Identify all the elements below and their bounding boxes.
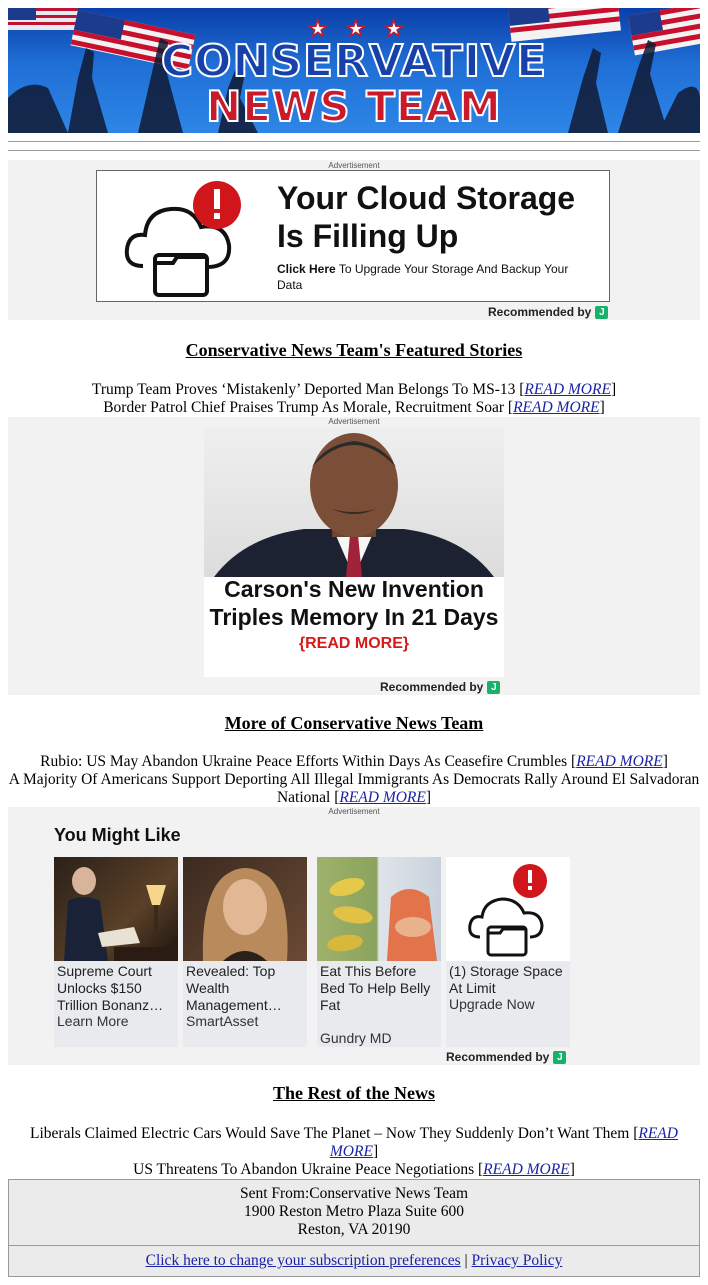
- footer-links: [8, 1246, 700, 1277]
- recommendation-card[interactable]: [183, 857, 307, 1047]
- read-more-link[interactable]: READ MORE: [339, 789, 426, 806]
- svg-text:★: ★: [384, 16, 404, 41]
- ad-label: Advertisement: [328, 417, 380, 426]
- card-title: Supreme Court Unlocks $150 Trillion Bonanz…: [57, 963, 164, 1013]
- ad-cloud-storage: [8, 160, 700, 320]
- footer-separator: |: [464, 1252, 468, 1269]
- ad-label: Advertisement: [328, 161, 380, 170]
- ad-carson: [8, 417, 700, 695]
- address-line-1: 1900 Reston Metro Plaza Suite 600: [244, 1203, 464, 1220]
- section-title-rest: The Rest of the News: [273, 1083, 435, 1103]
- cloud-storage-headline: Your Cloud Storage Is Filling Up: [277, 180, 576, 254]
- sent-from-text: Sent From:Conservative News Team: [239, 1185, 469, 1202]
- recommendation-card[interactable]: [54, 857, 178, 1047]
- you-might-like-title: You Might Like: [54, 825, 181, 845]
- story-headline: Border Patrol Chief Praises Trump As Morale, Recruitment Soar: [103, 399, 505, 416]
- story-item: Rubio: US May Abandon Ukraine Peace Efforts Within Days As Ceasefire Crumbles [READ MORE]: [40, 753, 668, 770]
- read-more-link[interactable]: READ MORE: [524, 381, 611, 398]
- footer-address: [8, 1179, 700, 1246]
- address-line-2: Reston, VA 20190: [297, 1221, 411, 1238]
- section-title-more: More of Conservative News Team: [224, 713, 484, 733]
- story-item: Trump Team Proves ‘Mistakenly’ Deported Man Belongs To MS-13 [READ MORE]: [91, 381, 617, 398]
- story-item: Liberals Claimed Electric Cars Would Save The Planet – Now They Suddenly Don’t Want Them [READ MORE]: [30, 1125, 678, 1160]
- card-image: [446, 857, 570, 961]
- card-source: Learn More: [57, 1013, 129, 1029]
- story-item: Border Patrol Chief Praises Trump As Morale, Recruitment Soar [READ MORE]: [103, 399, 605, 416]
- card-title: Revealed: Top Wealth Management…: [186, 963, 282, 1013]
- banner-title-line1: CONSERVATIVE: [160, 36, 548, 87]
- cloud-storage-cta[interactable]: [277, 261, 577, 293]
- story-headline: Rubio: US May Abandon Ukraine Peace Efforts Within Days As Ceasefire Crumbles: [40, 753, 568, 770]
- story-item: US Threatens To Abandon Ukraine Peace Negotiations [READ MORE]: [133, 1161, 575, 1178]
- card-image: [183, 857, 307, 961]
- header-banner[interactable]: [8, 8, 700, 133]
- read-more-link[interactable]: READ MORE: [329, 1125, 678, 1160]
- read-more-link[interactable]: READ MORE: [513, 399, 600, 416]
- carson-ad-creative[interactable]: [204, 427, 504, 677]
- card-image: [317, 857, 441, 961]
- read-more-link[interactable]: READ MORE: [576, 753, 663, 770]
- story-headline: Trump Team Proves ‘Mistakenly’ Deported Man Belongs To MS-13: [91, 381, 516, 398]
- recommended-by-text: Recommended by: [446, 1050, 550, 1064]
- j-logo-icon: J: [487, 681, 500, 694]
- svg-text:★: ★: [346, 16, 366, 41]
- cta-rest-text: To Upgrade Your Storage And Backup Your Data: [277, 262, 569, 292]
- cloud-folder-alert-icon: [446, 857, 570, 961]
- ad-you-might-like: [8, 807, 700, 1065]
- svg-text:★: ★: [308, 16, 328, 41]
- recommended-by-badge[interactable]: [446, 1050, 566, 1064]
- recommended-by-text: Recommended by: [380, 680, 484, 694]
- recommendation-card[interactable]: [446, 857, 570, 1047]
- portrait-image: [204, 427, 504, 577]
- story-headline: US Threatens To Abandon Ukraine Peace Negotiations: [133, 1161, 475, 1178]
- section-title-featured: Conservative News Team's Featured Stories: [185, 340, 523, 360]
- subscription-preferences-link[interactable]: Click here to change your subscription preferences: [145, 1252, 461, 1269]
- recommendation-card[interactable]: [317, 857, 441, 1047]
- story-headline: Liberals Claimed Electric Cars Would Save The Planet – Now They Suddenly Don’t Want Them: [30, 1125, 630, 1142]
- banner-title-line2: NEWS TEAM: [206, 82, 502, 131]
- cloud-folder-alert-icon: [115, 171, 245, 301]
- card-image: [54, 857, 178, 961]
- story-headline: A Majority Of Americans Support Deporting All Illegal Immigrants As Democrats Rally Around El Salvadoran National: [8, 771, 700, 806]
- recommended-by-text: Recommended by: [488, 305, 592, 319]
- j-logo-icon: J: [553, 1051, 566, 1064]
- cloud-storage-ad-creative[interactable]: [96, 170, 610, 302]
- card-title: Eat This Before Bed To Help Belly Fat: [320, 963, 431, 1013]
- ad-label: Advertisement: [328, 807, 380, 816]
- newsletter: [8, 8, 700, 1277]
- carson-read-more[interactable]: {READ MORE}: [298, 635, 410, 652]
- read-more-link[interactable]: READ MORE: [483, 1161, 570, 1178]
- recommended-by-badge[interactable]: [380, 680, 500, 694]
- card-source: SmartAsset: [186, 1013, 259, 1029]
- privacy-policy-link[interactable]: Privacy Policy: [471, 1252, 563, 1269]
- cta-bold-text: Click Here: [277, 262, 336, 276]
- card-title: (1) Storage Space At Limit: [449, 963, 563, 996]
- card-source: Gundry MD: [320, 1030, 392, 1046]
- recommended-by-badge[interactable]: [488, 305, 608, 319]
- story-item: A Majority Of Americans Support Deporting All Illegal Immigrants As Democrats Rally Around El Salvadoran National [READ MORE]: [8, 771, 700, 806]
- card-source: Upgrade Now: [449, 996, 535, 1012]
- j-logo-icon: J: [595, 306, 608, 319]
- carson-ad-caption: Carson's New Invention Triples Memory In 21 Days: [209, 576, 499, 630]
